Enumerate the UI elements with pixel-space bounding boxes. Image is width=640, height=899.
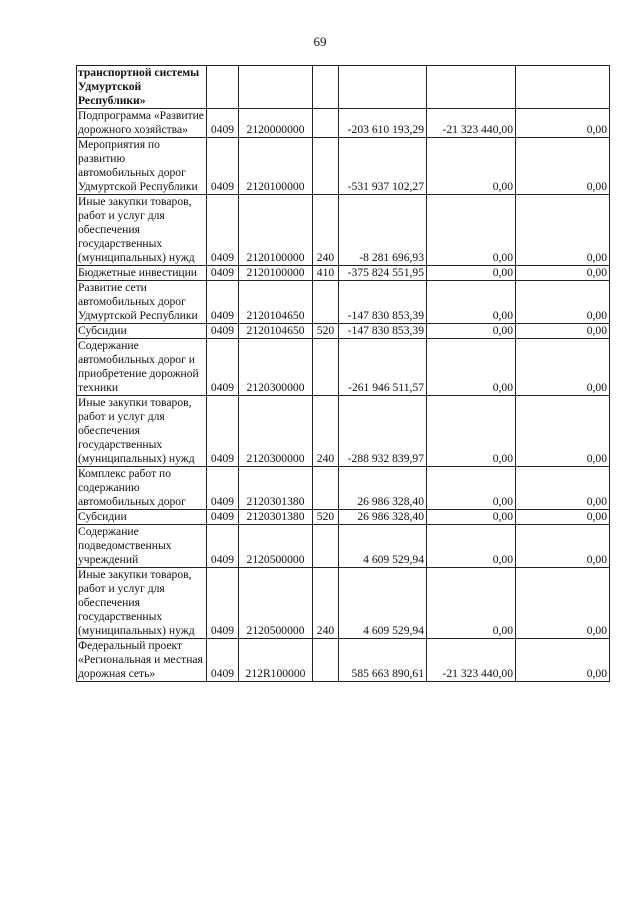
table-row [77, 66, 610, 109]
amount-2-cell: 0,00 [427, 281, 516, 324]
table-row [77, 281, 610, 324]
section-code-cell: 0409 [207, 324, 239, 339]
amount-1-cell: -375 824 551,95 [339, 266, 427, 281]
section-code-cell: 0409 [207, 510, 239, 525]
amount-2-cell: 0,00 [427, 138, 516, 195]
target-article-cell: 2120301380 [239, 467, 313, 510]
amount-1-cell: 26 986 328,40 [339, 510, 427, 525]
section-code-cell: 0409 [207, 281, 239, 324]
target-article-cell: 2120104650 [239, 281, 313, 324]
amount-2-cell: -21 323 440,00 [427, 109, 516, 138]
amount-1-cell: -288 932 839,97 [339, 396, 427, 467]
target-article-cell: 2120500000 [239, 568, 313, 639]
amount-3-cell: 0,00 [516, 266, 610, 281]
budget-item-name-cell: Комплекс работ по содержанию автомобильных дорог [77, 467, 207, 510]
target-article-cell: 2120100000 [239, 195, 313, 266]
expense-type-cell [313, 639, 339, 682]
budget-item-name-cell: Иные закупки товаров, работ и услуг для обеспечения государственных (муниципальных) нужд [77, 568, 207, 639]
budget-item-name-cell: Развитие сети автомобильных дорог Удмуртской Республики [77, 281, 207, 324]
section-code-cell: 0409 [207, 396, 239, 467]
amount-3-cell: 0,00 [516, 525, 610, 568]
table-row [77, 639, 610, 682]
amount-1-cell: -203 610 193,29 [339, 109, 427, 138]
expense-type-cell: 240 [313, 195, 339, 266]
target-article-cell: 2120500000 [239, 525, 313, 568]
amount-3-cell [516, 66, 610, 109]
expense-type-cell [313, 109, 339, 138]
amount-2-cell: 0,00 [427, 467, 516, 510]
section-code-cell: 0409 [207, 138, 239, 195]
amount-3-cell: 0,00 [516, 396, 610, 467]
budget-table-body [77, 66, 610, 682]
table-row [77, 109, 610, 138]
amount-1-cell: 26 986 328,40 [339, 467, 427, 510]
expense-type-cell: 240 [313, 396, 339, 467]
amount-1-cell: 4 609 529,94 [339, 525, 427, 568]
table-row [77, 568, 610, 639]
amount-1-cell: -147 830 853,39 [339, 281, 427, 324]
amount-3-cell: 0,00 [516, 281, 610, 324]
expense-type-cell [313, 281, 339, 324]
budget-item-name-cell: Мероприятия по развитию автомобильных дорог Удмуртской Республики [77, 138, 207, 195]
budget-item-name-cell: Иные закупки товаров, работ и услуг для обеспечения государственных (муниципальных) нужд [77, 396, 207, 467]
amount-3-cell: 0,00 [516, 324, 610, 339]
section-code-cell: 0409 [207, 195, 239, 266]
amount-3-cell: 0,00 [516, 639, 610, 682]
table-row [77, 339, 610, 396]
budget-item-name-cell: транспортной системы Удмуртской Республики» [77, 66, 207, 109]
expense-type-cell [313, 138, 339, 195]
section-code-cell: 0409 [207, 525, 239, 568]
amount-1-cell: -8 281 696,93 [339, 195, 427, 266]
section-code-cell: 0409 [207, 568, 239, 639]
table-row [77, 324, 610, 339]
budget-item-name-cell: Подпрограмма «Развитие дорожного хозяйства» [77, 109, 207, 138]
target-article-cell [239, 66, 313, 109]
amount-3-cell: 0,00 [516, 339, 610, 396]
target-article-cell: 2120104650 [239, 324, 313, 339]
amount-3-cell: 0,00 [516, 195, 610, 266]
target-article-cell: 2120300000 [239, 339, 313, 396]
amount-3-cell: 0,00 [516, 568, 610, 639]
amount-1-cell: -261 946 511,57 [339, 339, 427, 396]
amount-2-cell: 0,00 [427, 195, 516, 266]
amount-3-cell: 0,00 [516, 510, 610, 525]
table-row [77, 138, 610, 195]
expense-type-cell [313, 339, 339, 396]
amount-2-cell: -21 323 440,00 [427, 639, 516, 682]
table-row [77, 467, 610, 510]
table-row [77, 195, 610, 266]
expense-type-cell: 410 [313, 266, 339, 281]
budget-item-name-cell: Содержание автомобильных дорог и приобретение дорожной техники [77, 339, 207, 396]
amount-1-cell [339, 66, 427, 109]
amount-2-cell [427, 66, 516, 109]
amount-2-cell: 0,00 [427, 266, 516, 281]
budget-item-name-cell: Бюджетные инвестиции [77, 266, 207, 281]
target-article-cell: 2120300000 [239, 396, 313, 467]
target-article-cell: 2120000000 [239, 109, 313, 138]
amount-2-cell: 0,00 [427, 324, 516, 339]
section-code-cell: 0409 [207, 266, 239, 281]
budget-item-name-cell: Содержание подведомственных учреждений [77, 525, 207, 568]
amount-1-cell: -531 937 102,27 [339, 138, 427, 195]
page-number: 69 [313, 34, 327, 49]
amount-3-cell: 0,00 [516, 467, 610, 510]
section-code-cell: 0409 [207, 109, 239, 138]
table-row [77, 525, 610, 568]
amount-1-cell: 4 609 529,94 [339, 568, 427, 639]
amount-1-cell: 585 663 890,61 [339, 639, 427, 682]
table-row [77, 266, 610, 281]
amount-1-cell: -147 830 853,39 [339, 324, 427, 339]
expense-type-cell [313, 525, 339, 568]
budget-item-name-cell: Федеральный проект «Региональная и местная дорожная сеть» [77, 639, 207, 682]
budget-item-name-cell: Субсидии [77, 324, 207, 339]
expense-type-cell [313, 66, 339, 109]
expense-type-cell: 240 [313, 568, 339, 639]
table-row [77, 396, 610, 467]
section-code-cell [207, 66, 239, 109]
amount-2-cell: 0,00 [427, 510, 516, 525]
budget-item-name-cell: Субсидии [77, 510, 207, 525]
amount-3-cell: 0,00 [516, 109, 610, 138]
section-code-cell: 0409 [207, 467, 239, 510]
amount-2-cell: 0,00 [427, 396, 516, 467]
expense-type-cell [313, 467, 339, 510]
target-article-cell: 2120100000 [239, 266, 313, 281]
table-row [77, 510, 610, 525]
amount-2-cell: 0,00 [427, 525, 516, 568]
target-article-cell: 2120100000 [239, 138, 313, 195]
amount-2-cell: 0,00 [427, 339, 516, 396]
target-article-cell: 2120301380 [239, 510, 313, 525]
budget-table [76, 65, 610, 682]
section-code-cell: 0409 [207, 639, 239, 682]
expense-type-cell: 520 [313, 324, 339, 339]
target-article-cell: 212R100000 [239, 639, 313, 682]
amount-3-cell: 0,00 [516, 138, 610, 195]
budget-item-name-cell: Иные закупки товаров, работ и услуг для обеспечения государственных (муниципальных) нужд [77, 195, 207, 266]
amount-2-cell: 0,00 [427, 568, 516, 639]
section-code-cell: 0409 [207, 339, 239, 396]
expense-type-cell: 520 [313, 510, 339, 525]
